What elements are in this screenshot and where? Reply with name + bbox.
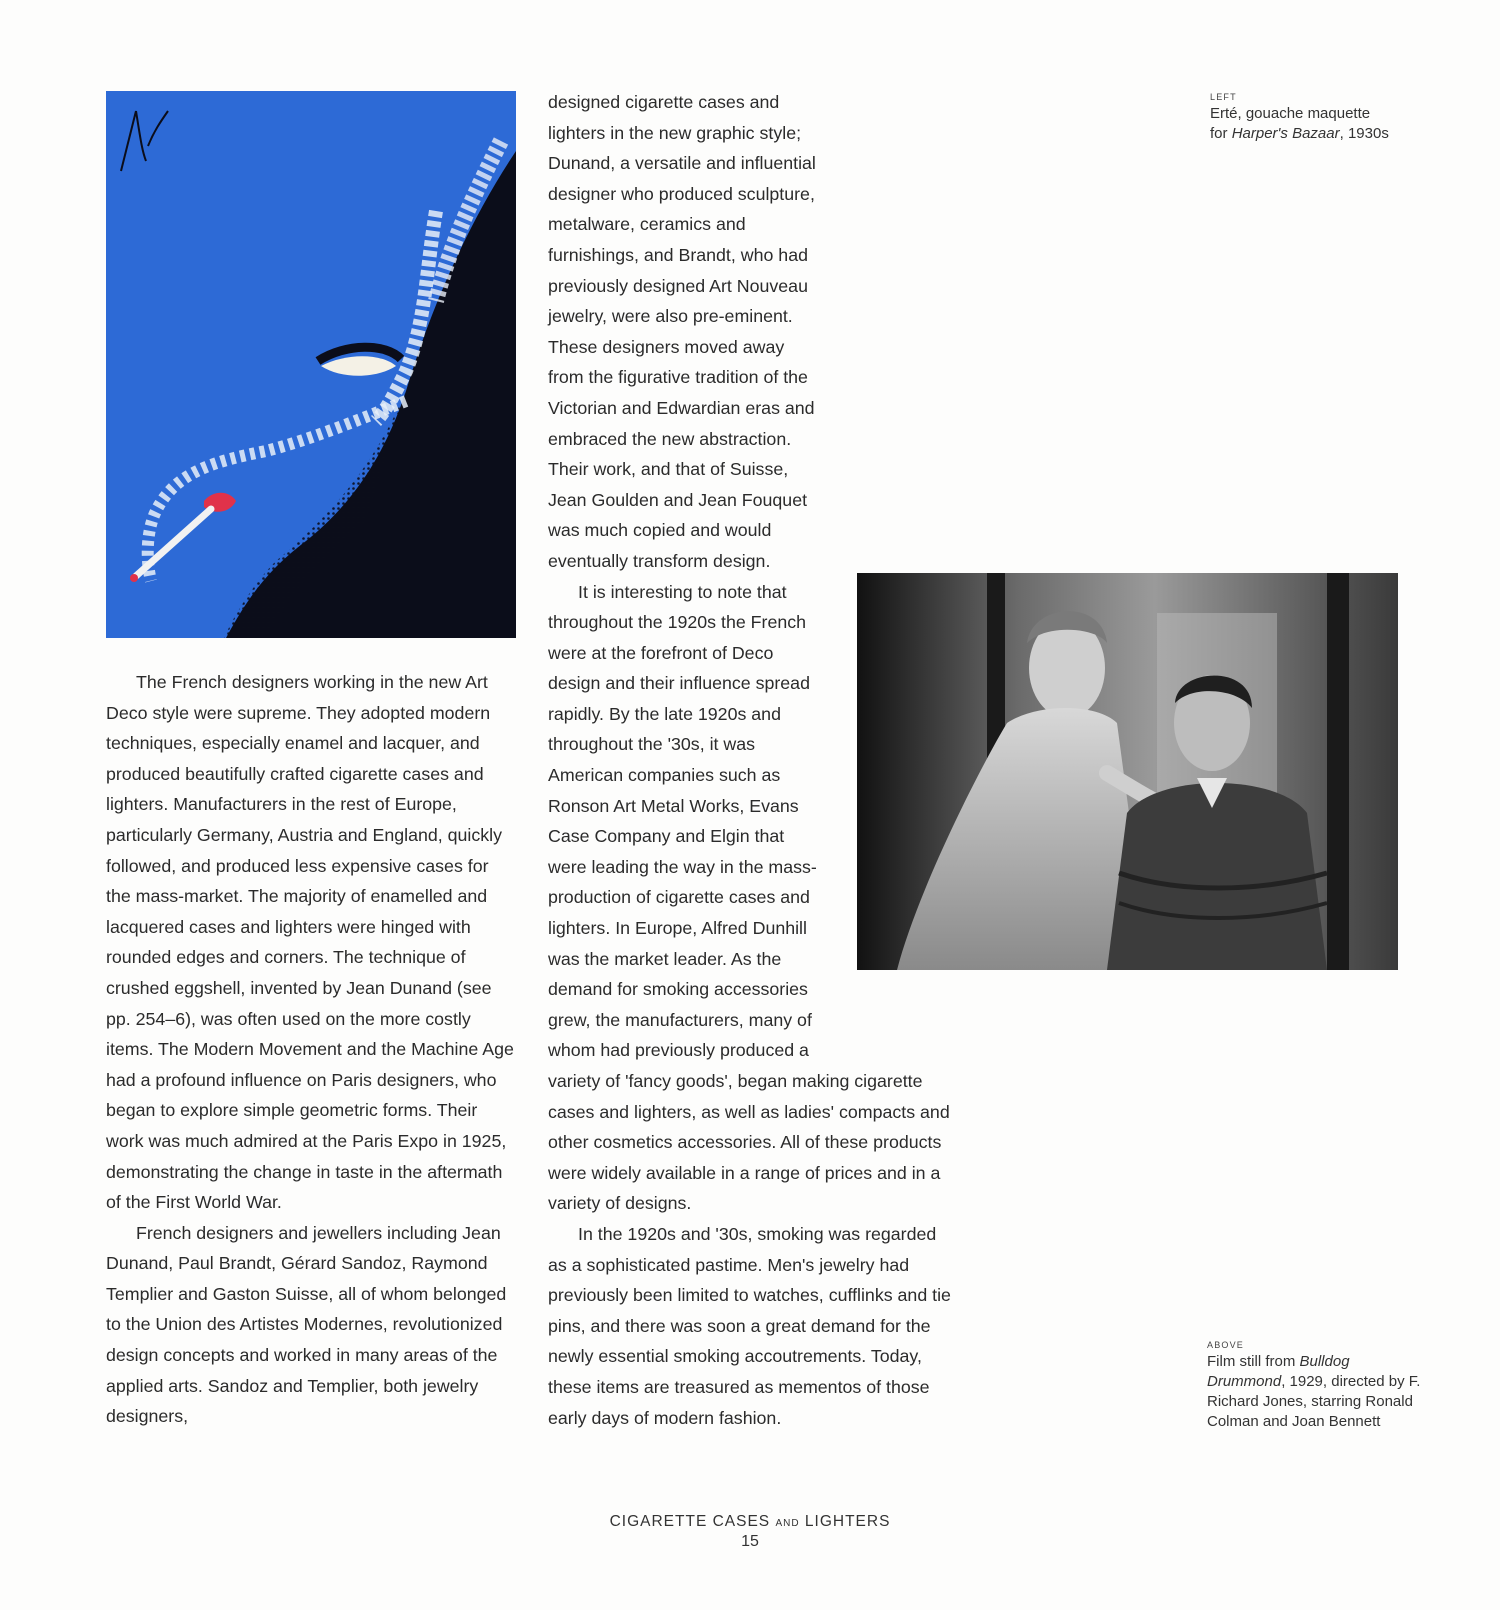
page-number: 15	[741, 1533, 759, 1550]
paragraph: In the 1920s and '30s, smoking was regarded as a sophisticated pastime. Men's jewelry had previously been limited to watches, cufflinks and tie pins, and there was soon a great demand for the newly essential smoking accoutrements. Today, these items are treasured as mementos of those early days of modern fashion.	[548, 1223, 951, 1428]
running-title-part-2: LIGHTERS	[804, 1513, 891, 1530]
erte-illustration	[106, 91, 516, 638]
running-title-part-1: CIGARETTE CASES	[609, 1513, 771, 1530]
caption-left-text-2: for	[1210, 125, 1232, 142]
caption-above	[1207, 1339, 1427, 1432]
paragraph: The French designers working in the new Art Deco style were supreme. They adopted modern techniques, especially enamel and lacquer, and produced beautifully crafted cigarette cases and lighters. Manufacturers in the rest of Europe, particularly Germany, Austria and England, quickly followed, and produced less expensive cases for the mass-market. The majority of enamelled and lacquered cases and lighters were hinged with rounded edges and corners. The technique of crushed eggshell, invented by Jean Dunand (see pp. 254–6), was often used on the more costly items. The Modern Movement and the Machine Age had a profound influence on Paris designers, who began to explore simple geometric forms. Their work was much admired at the Paris Expo in 1925, demonstrating the change in taste in the aftermath of the First World War.	[106, 672, 514, 1213]
body-column-2	[548, 87, 956, 1433]
page-footer	[0, 1513, 1500, 1551]
body-column-1	[106, 667, 516, 1432]
caption-left	[1210, 91, 1460, 144]
caption-left-text-1: Erté, gouache maquette	[1210, 105, 1371, 122]
caption-above-text-1: Film still from	[1207, 1353, 1300, 1370]
paragraph: French designers and jewellers including Jean Dunand, Paul Brandt, Gérard Sandoz, Raymond Templier and Gaston Suisse, all of whom belonged to the Union des Artistes Modernes, revolutionized design concepts and worked in many areas of the applied arts. Sandoz and Templier, both jewelry designers,	[106, 1222, 507, 1427]
man-suit	[1107, 783, 1327, 970]
caption-left-text-3: , 1930s	[1339, 125, 1389, 142]
caption-above-text-2: , 1929, directed by F. Richard Jones, starring Ronald Colman and Joan Bennett	[1207, 1373, 1421, 1430]
caption-left-title: Harper's Bazaar	[1231, 125, 1340, 142]
running-title-and: AND	[775, 1518, 800, 1529]
paragraph: designed cigarette cases and lighters in the new graphic style; Dunand, a versatile and influential designer who produced sculpture, metalware, ceramics and furnishings, and Brandt, who had previously designed Art Nouveau jewelry, were also pre-eminent. These designers moved away from the figurative tradition of the Victorian and Edwardian eras and embraced the new abstraction. Their work, and that of Suisse, Jean Goulden and Jean Fouquet was much copied and would eventually transform design.	[548, 92, 816, 571]
paragraph: It is interesting to note that throughout the 1920s the French were at the forefront of Deco design and their influence spread rapidly. By the late 1920s and throughout the '30s, it was American companies such as Ronson Art Metal Works, Evans Case Company and Elgin that were leading the way in the mass-production of cigarette cases and lighters. In Europe, Alfred Dunhill was the market leader. As the demand for smoking accessories grew, the manufacturers, many of whom had previously produced a variety of 'fancy goods', began making cigarette cases and lighters, as well as ladies' compacts and other cosmetics accessories. All of these products were widely available in a range of prices and in a variety of designs.	[548, 581, 950, 1214]
erte-artwork	[106, 91, 516, 638]
image-wrap-spacer	[824, 565, 956, 1039]
caption-tag-above: ABOVE	[1207, 1340, 1245, 1350]
running-title	[0, 1513, 1500, 1531]
caption-tag-left: LEFT	[1210, 92, 1237, 102]
caption-above-title: Bulldog Drummond	[1207, 1353, 1350, 1390]
